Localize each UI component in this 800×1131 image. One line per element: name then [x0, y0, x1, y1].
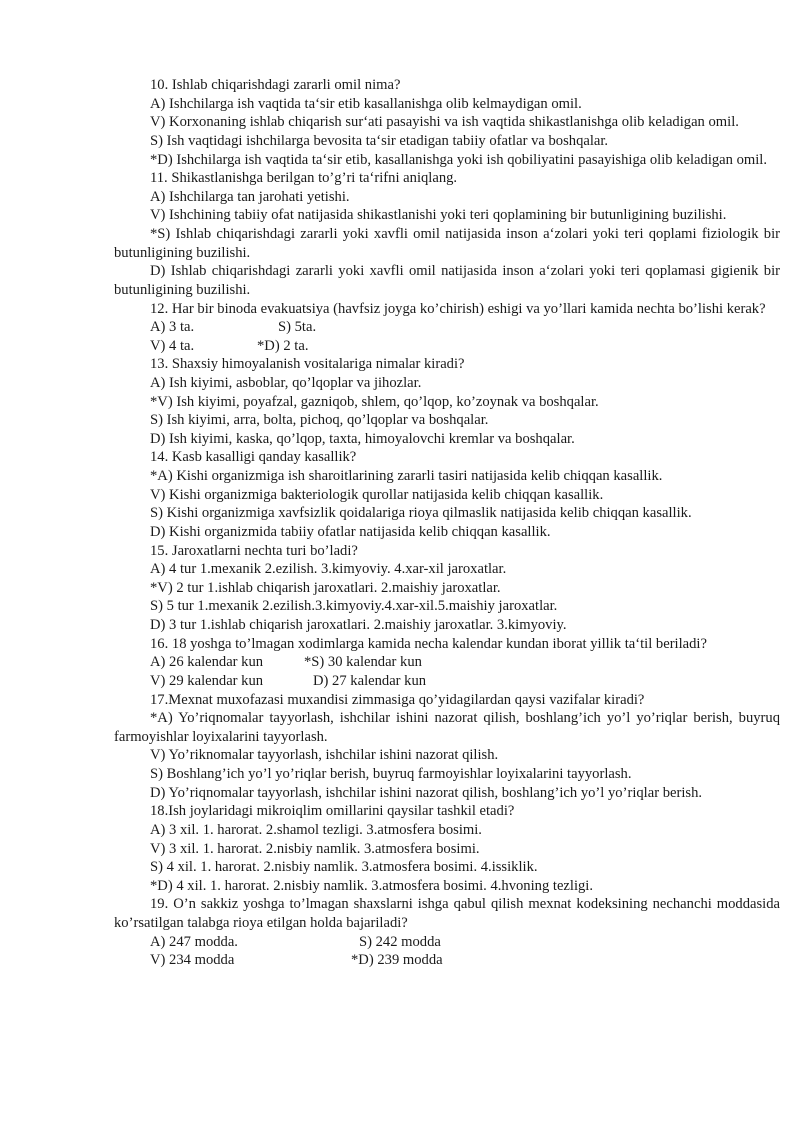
question-13: 13. Shaxsiy himoyalanish vositalariga nimalar kiradi? [150, 356, 465, 373]
question-14: 14. Kasb kasalligi qanday kasallik? [150, 449, 357, 466]
option-13-s: S) Ish kiyimi, arra, bolta, pichoq, qo’lqoplar va boshqalar. [150, 412, 489, 429]
option-14-a: *A) Kishi organizmiga ish sharoitlarining zararli tasiri natijasida kelib chiqqan kasallik. [150, 468, 663, 485]
option-18-a: A) 3 xil. 1. harorat. 2.shamol tezligi. 3.atmosfera bosimi. [150, 821, 482, 838]
question-18: 18.Ish joylaridagi mikroiqlim omillarini qaysilar tashkil etadi? [150, 803, 515, 820]
option-17-a: *A) Yo’riqnomalar tayyorlash, ishchilar ishini nazorat qilish, boshlang’ich yo’l yo’riqlar berish, buyruq farmoyishlar loyixalarini tayyorlash. [114, 710, 780, 745]
option-12-v: V) 4 ta. [150, 337, 195, 354]
option-19-s: S) 242 modda [359, 933, 441, 950]
option-19-a: A) 247 modda. [150, 933, 238, 950]
question-15: 15. Jaroxatlarni nechta turi bo’ladi? [150, 542, 358, 559]
option-row-19-1 [114, 933, 780, 952]
option-11-s: *S) Ishlab chiqarishdagi zararli yoki xavfli omil natijasida inson a‘zolari yoki teri qoplami fiziologik bir butunligining buzilishi. [114, 226, 780, 261]
option-10-v: V) Korxonaning ishlab chiqarish sur‘ati pasayishi va ish vaqtida shikastlanishga olib keladigan omil. [150, 114, 739, 131]
document-page [114, 76, 780, 970]
option-10-s: S) Ish vaqtidagi ishchilarga bevosita ta‘sir etadigan tabiiy ofatlar va boshqalar. [150, 132, 609, 149]
option-row-19-2 [114, 951, 780, 970]
option-13-v: *V) Ish kiyimi, poyafzal, gazniqob, shlem, qo’lqop, ko’zoynak va boshqalar. [150, 393, 599, 410]
option-15-a: A) 4 tur 1.mexanik 2.ezilish. 3.kimyoviy. 4.xar-xil jaroxatlar. [150, 561, 507, 578]
question-19: 19. O’n sakkiz yoshga to’lmagan shaxslarni ishga qabul qilish mexnat kodeksining nechanchi moddasida ko’rsatilgan talabga rioya etilgan holda bajariladi? [114, 896, 780, 932]
option-18-v: V) 3 xil. 1. harorat. 2.nisbiy namlik. 3.atmosfera bosimi. [150, 840, 480, 857]
option-19-v: V) 234 modda [150, 952, 235, 969]
option-18-s: S) 4 xil. 1. harorat. 2.nisbiy namlik. 3.atmosfera bosimi. 4.issiklik. [150, 859, 538, 876]
option-10-d: *D) Ishchilarga ish vaqtida ta‘sir etib, kasallanishga yoki ish qobiliyatini pasayishiga olib keladigan omil. [150, 151, 768, 168]
question-16: 16. 18 yoshga to’lmagan xodimlarga kamida necha kalendar kundan iborat yillik ta‘til beriladi? [150, 635, 707, 652]
option-11-d: D) Ishlab chiqarishdagi zararli yoki xavfli omil natijasida inson a‘zolari yoki teri qoplamasi gigienik bir butunligining buzilishi. [114, 263, 780, 298]
option-row-12-2 [114, 337, 780, 356]
option-17-v: V) Yo’riknomalar tayyorlash, ishchilar ishini nazorat qilish. [150, 747, 499, 764]
question-10: 10. Ishlab chiqarishdagi zararli omil nima? [150, 77, 401, 93]
option-15-v: *V) 2 tur 1.ishlab chiqarish jaroxatlari. 2.maishiy jaroxatlar. [150, 579, 501, 596]
option-11-a: A) Ishchilarga tan jarohati yetishi. [150, 188, 350, 205]
option-row-12-1 [114, 318, 780, 337]
option-13-d: D) Ish kiyimi, kaska, qo’lqop, taxta, himoyalovchi kremlar va boshqalar. [150, 430, 575, 447]
option-16-s: *S) 30 kalendar kun [304, 654, 422, 671]
option-18-d: *D) 4 xil. 1. harorat. 2.nisbiy namlik. 3.atmosfera bosimi. 4.hvoning tezligi. [150, 877, 594, 894]
option-14-s: S) Kishi organizmiga xavfsizlik qoidalariga rioya qilmaslik natijasida kelib chiqqan kasallik. [150, 505, 692, 522]
option-12-a: A) 3 ta. [150, 319, 195, 336]
option-14-d: D) Kishi organizmida tabiiy ofatlar natijasida kelib chiqqan kasallik. [150, 523, 551, 540]
question-17: 17.Mexnat muxofazasi muxandisi zimmasiga qo’yidagilardan qaysi vazifalar kiradi? [150, 691, 645, 708]
option-16-v: V) 29 kalendar kun [150, 672, 264, 689]
option-19-d: *D) 239 modda [351, 952, 443, 969]
option-13-a: A) Ish kiyimi, asboblar, qo’lqoplar va jihozlar. [150, 374, 422, 391]
option-11-v: V) Ishchining tabiiy ofat natijasida shikastlanishi yoki teri qoplamining bir butunligining buzilishi. [150, 207, 727, 224]
option-16-a: A) 26 kalendar kun [150, 654, 264, 671]
option-12-s: S) 5ta. [278, 319, 317, 336]
option-row-16-2 [114, 672, 780, 691]
option-12-d: *D) 2 ta. [257, 337, 309, 354]
option-10-a: A) Ishchilarga ish vaqtida ta‘sir etib kasallanishga olib kelmaydigan omil. [150, 95, 582, 112]
option-17-s: S) Boshlang’ich yo’l yo’riqlar berish, buyruq farmoyishlar loyixalarini tayyorlash. [150, 766, 632, 783]
option-16-d: D) 27 kalendar kun [313, 672, 427, 689]
option-row-16-1 [114, 653, 780, 672]
question-11: 11. Shikastlanishga berilgan to’g’ri ta‘rifni aniqlang. [150, 170, 458, 187]
option-14-v: V) Kishi organizmiga bakteriologik qurollar natijasida kelib chiqqan kasallik. [150, 486, 604, 503]
option-17-d: D) Yo’riqnomalar tayyorlash, ishchilar ishini nazorat qilish, boshlang’ich yo’l yo’riqlar berish. [150, 784, 703, 801]
option-15-s: S) 5 tur 1.mexanik 2.ezilish.3.kimyoviy.4.xar-xil.5.maishiy jaroxatlar. [150, 598, 558, 615]
question-12: 12. Har bir binoda evakuatsiya (havfsiz joyga ko’chirish) eshigi va yo’llari kamida nechta bo’lishi kerak? [150, 300, 766, 317]
option-15-d: D) 3 tur 1.ishlab chiqarish jaroxatlari. 2.maishiy jaroxatlar. 3.kimyoviy. [150, 617, 567, 634]
